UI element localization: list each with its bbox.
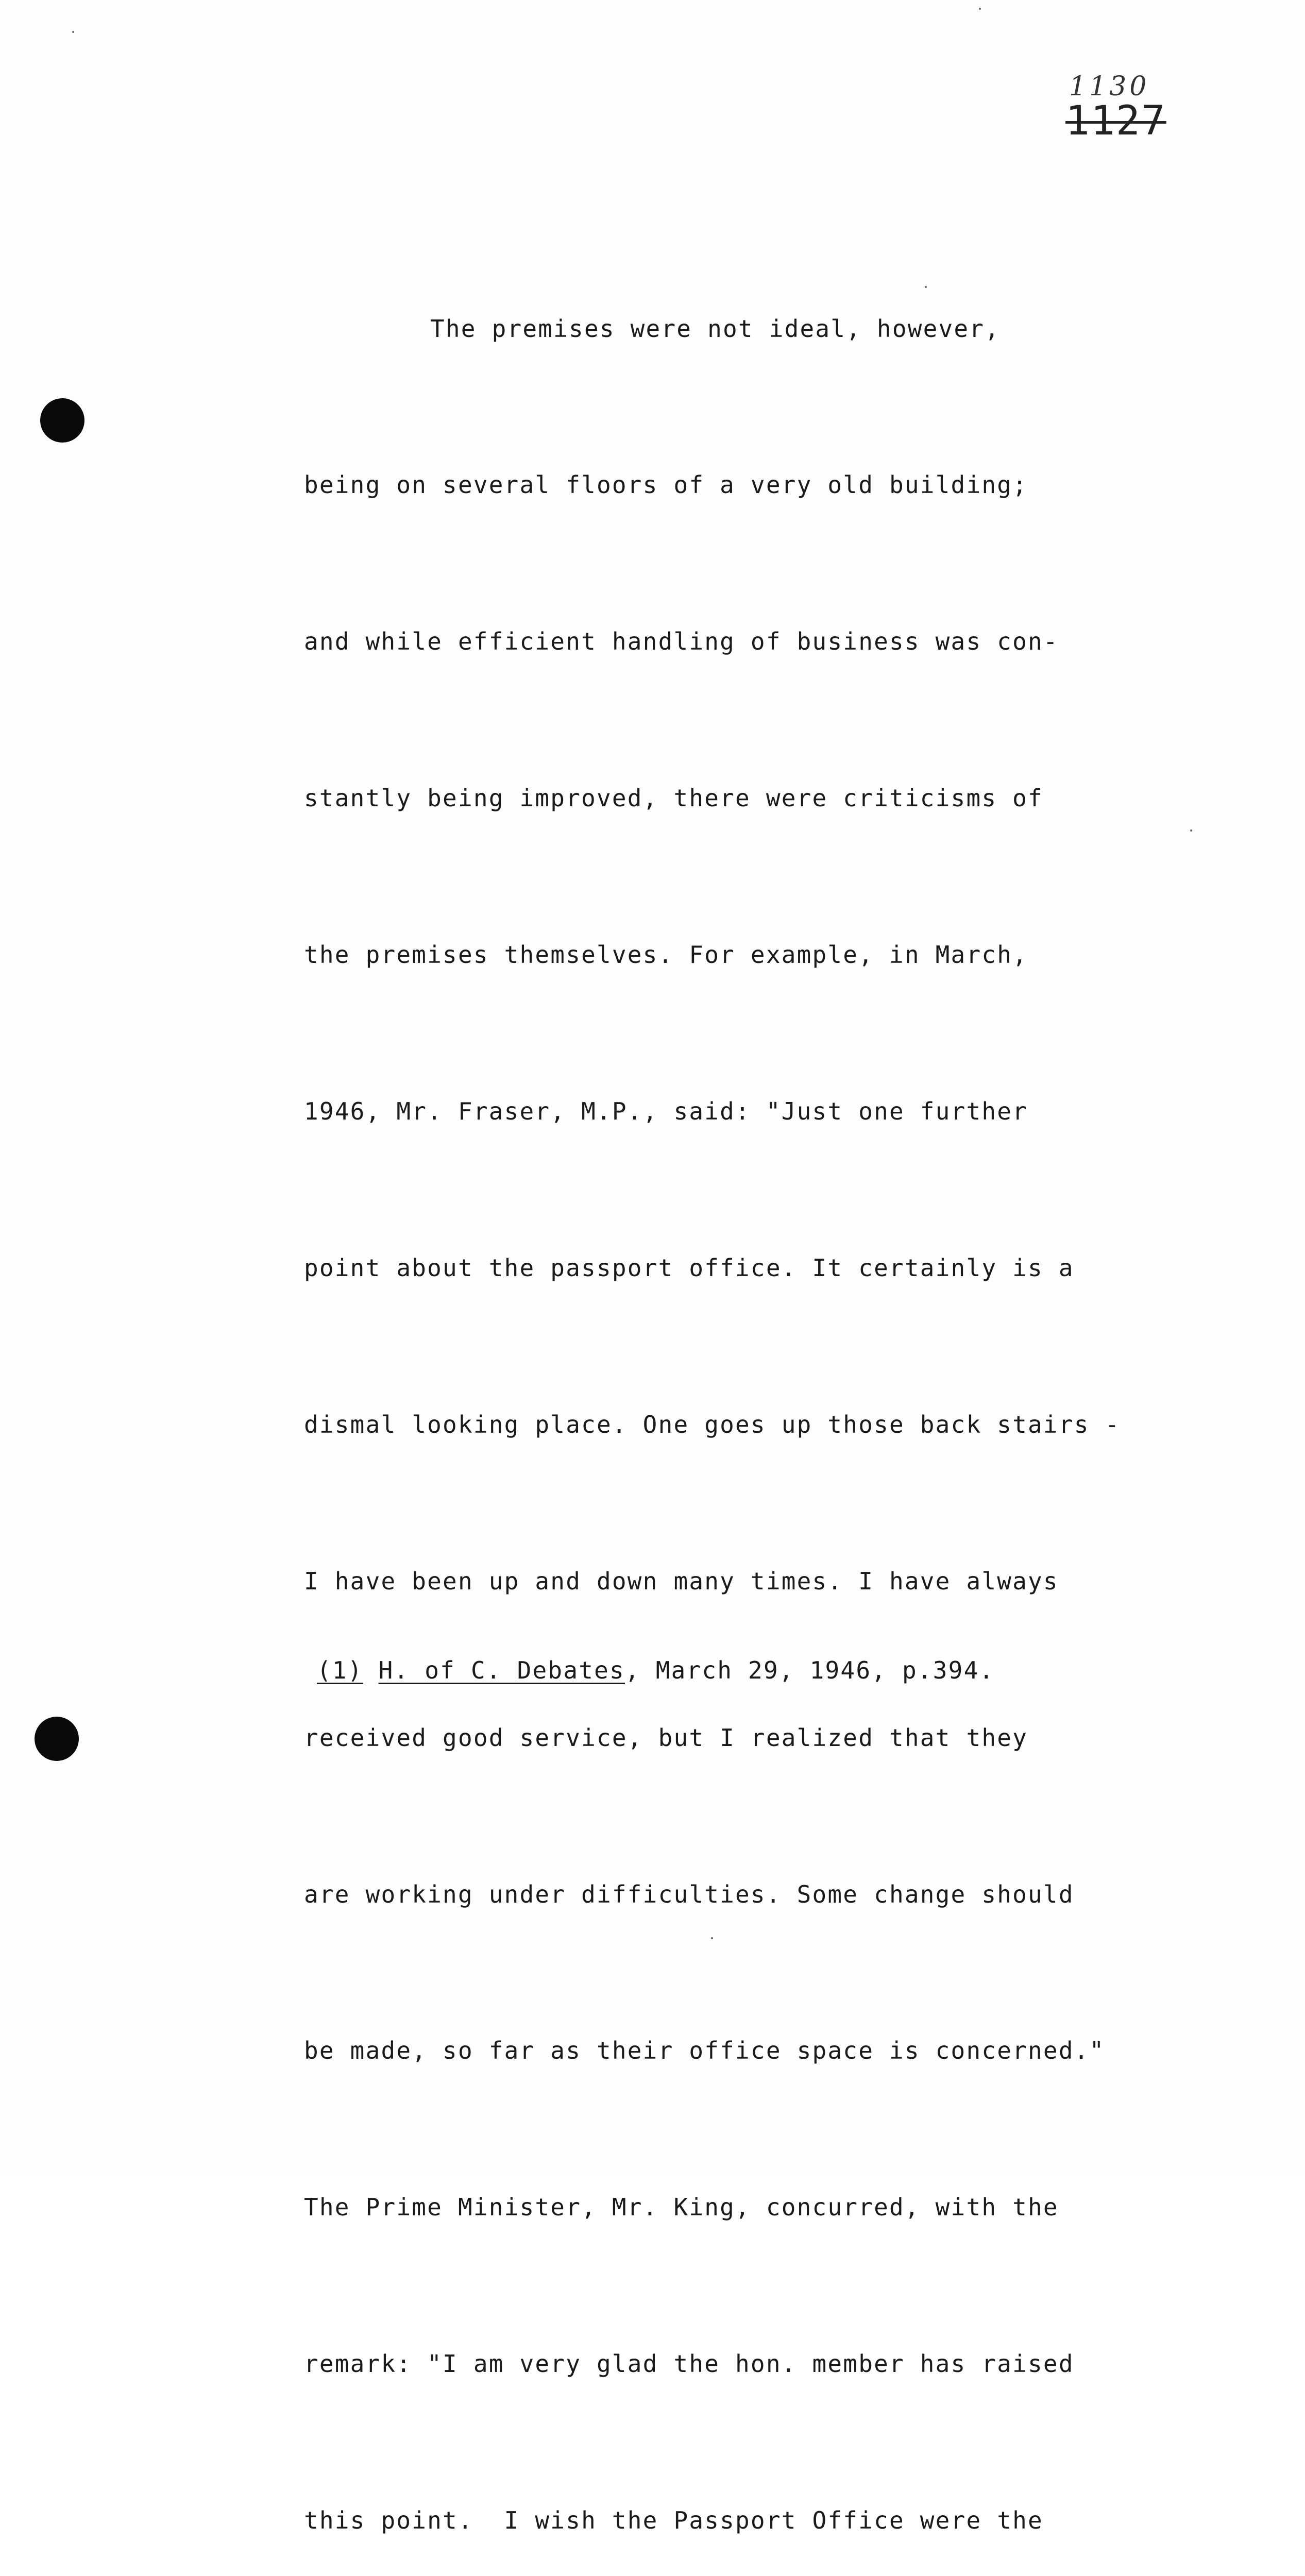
body-line: this point. I wish the Passport Office were the <box>304 2506 1043 2535</box>
footnote-source-title: H. of C. Debates <box>378 1656 625 1684</box>
footnote-marker: (1) <box>317 1656 363 1684</box>
typed-page-number: 1127 <box>1065 98 1166 144</box>
body-line: are working under difficulties. Some change should <box>304 1880 1074 1908</box>
footnote <box>317 1656 994 1684</box>
body-line: and while efficient handling of business was con- <box>304 628 1059 656</box>
body-line: I have been up and down many times. I have always <box>304 1567 1059 1595</box>
paper-speck <box>979 8 981 10</box>
body-line: be made, so far as their office space is concerned." <box>304 2037 1105 2065</box>
punch-hole-top <box>40 398 84 443</box>
punch-hole-bottom <box>35 1717 79 1761</box>
body-line: the premises themselves. For example, in March, <box>304 941 1028 969</box>
paper-speck <box>711 1937 713 1939</box>
paper-speck <box>72 31 74 33</box>
body-line: The Prime Minister, Mr. King, concurred, with the <box>304 2193 1059 2222</box>
body-line: remark: "I am very glad the hon. member has raised <box>304 2350 1074 2378</box>
body-line: point about the passport office. It certainly is a <box>304 1253 1074 1282</box>
body-line: stantly being improved, there were criticisms of <box>304 784 1043 812</box>
body-line: received good service, but I realized that they <box>304 1723 1028 1752</box>
body-text <box>304 198 1231 2576</box>
footnote-citation: , March 29, 1946, p.394. <box>624 1656 995 1684</box>
body-line: 1946, Mr. Fraser, M.P., said: "Just one further <box>304 1097 1028 1126</box>
paper-speck <box>1190 829 1192 832</box>
body-line: being on several floors of a very old building; <box>304 471 1028 499</box>
handwritten-page-number: 1130 <box>1069 71 1150 102</box>
paper-speck <box>925 286 927 288</box>
body-line: The premises were not ideal, however, <box>430 314 1001 343</box>
body-line: dismal looking place. One goes up those back stairs - <box>304 1410 1121 1438</box>
